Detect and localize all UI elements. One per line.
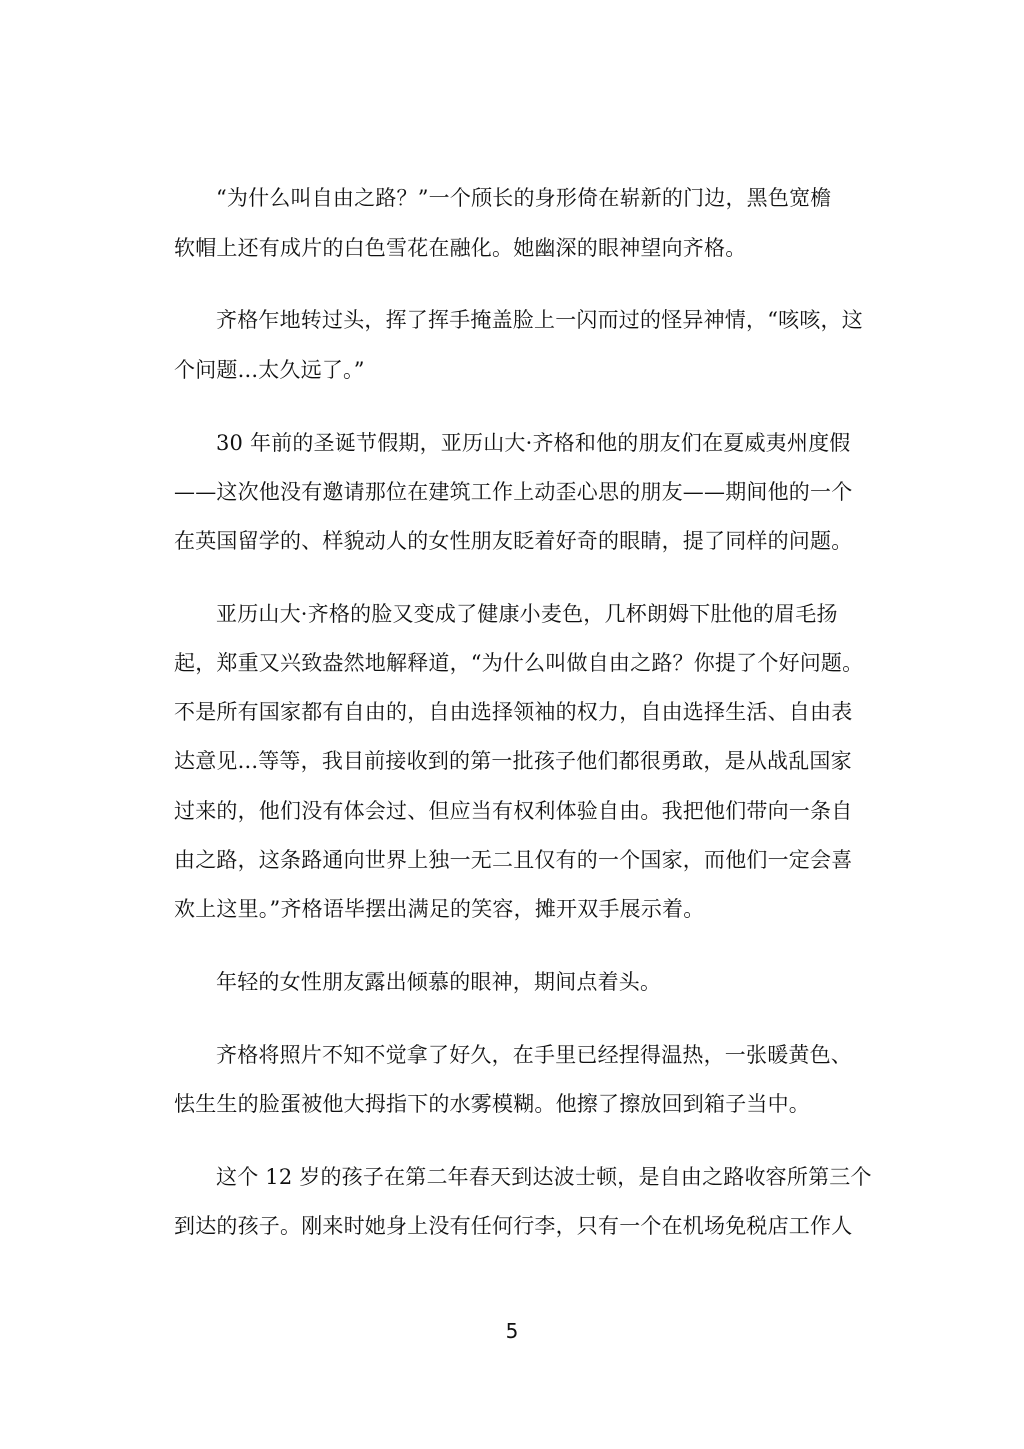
page-number: 5 <box>505 1319 519 1343</box>
paragraph-3-line-1: 30 年前的圣诞节假期，亚历山大·齐格和他的朋友们在夏威夷州度假 <box>216 431 851 455</box>
paragraph-2-line-1: 齐格乍地转过头，挥了挥手掩盖脸上一闪而过的怪异神情，“咳咳，这 <box>216 308 863 332</box>
paragraph-7-line-1: 这个 12 岁的孩子在第二年春天到达波士顿，是自由之路收容所第三个 <box>216 1165 872 1189</box>
paragraph-4-line-2: 起，郑重又兴致盎然地解释道，“为什么叫做自由之路？你提了个好问题。 <box>174 651 864 675</box>
paragraph-7-line-2: 到达的孩子。刚来时她身上没有任何行李，只有一个在机场免税店工作人 <box>174 1214 853 1238</box>
paragraph-1-line-2: 软帽上还有成片的白色雪花在融化。她幽深的眼神望向齐格。 <box>174 236 747 260</box>
paragraph-4-line-1: 亚历山大·齐格的脸又变成了健康小麦色，几杯朗姆下肚他的眉毛扬 <box>216 602 838 626</box>
paragraph-4-line-6: 由之路，这条路通向世界上独一无二且仅有的一个国家，而他们一定会喜 <box>174 848 853 872</box>
paragraph-2-line-2: 个问题...太久远了。” <box>174 358 365 382</box>
paragraph-1-line-1: “为什么叫自由之路？”一个颀长的身形倚在崭新的门边，黑色宽檐 <box>216 186 832 210</box>
paragraph-4-line-5: 过来的，他们没有体会过、但应当有权利体验自由。我把他们带向一条自 <box>174 799 853 823</box>
paragraph-4-line-7: 欢上这里。”齐格语毕摆出满足的笑容，摊开双手展示着。 <box>174 897 705 921</box>
paragraph-4-line-3: 不是所有国家都有自由的，自由选择领袖的权力，自由选择生活、自由表 <box>174 700 853 724</box>
paragraph-3-line-3: 在英国留学的、样貌动人的女性朋友眨着好奇的眼睛，提了同样的问题。 <box>174 529 853 553</box>
paragraph-5-line-1: 年轻的女性朋友露出倾慕的眼神，期间点着头。 <box>216 970 662 994</box>
paragraph-6-line-2: 怯生生的脸蛋被他大拇指下的水雾模糊。他擦了擦放回到箱子当中。 <box>174 1092 810 1116</box>
paragraph-3-line-2: ——这次他没有邀请那位在建筑工作上动歪心思的朋友——期间他的一个 <box>174 480 853 504</box>
paragraph-4-line-4: 达意见...等等，我目前接收到的第一批孩子他们都很勇敢，是从战乱国家 <box>174 749 852 773</box>
paragraph-6-line-1: 齐格将照片不知不觉拿了好久，在手里已经捏得温热，一张暖黄色、 <box>216 1043 852 1067</box>
